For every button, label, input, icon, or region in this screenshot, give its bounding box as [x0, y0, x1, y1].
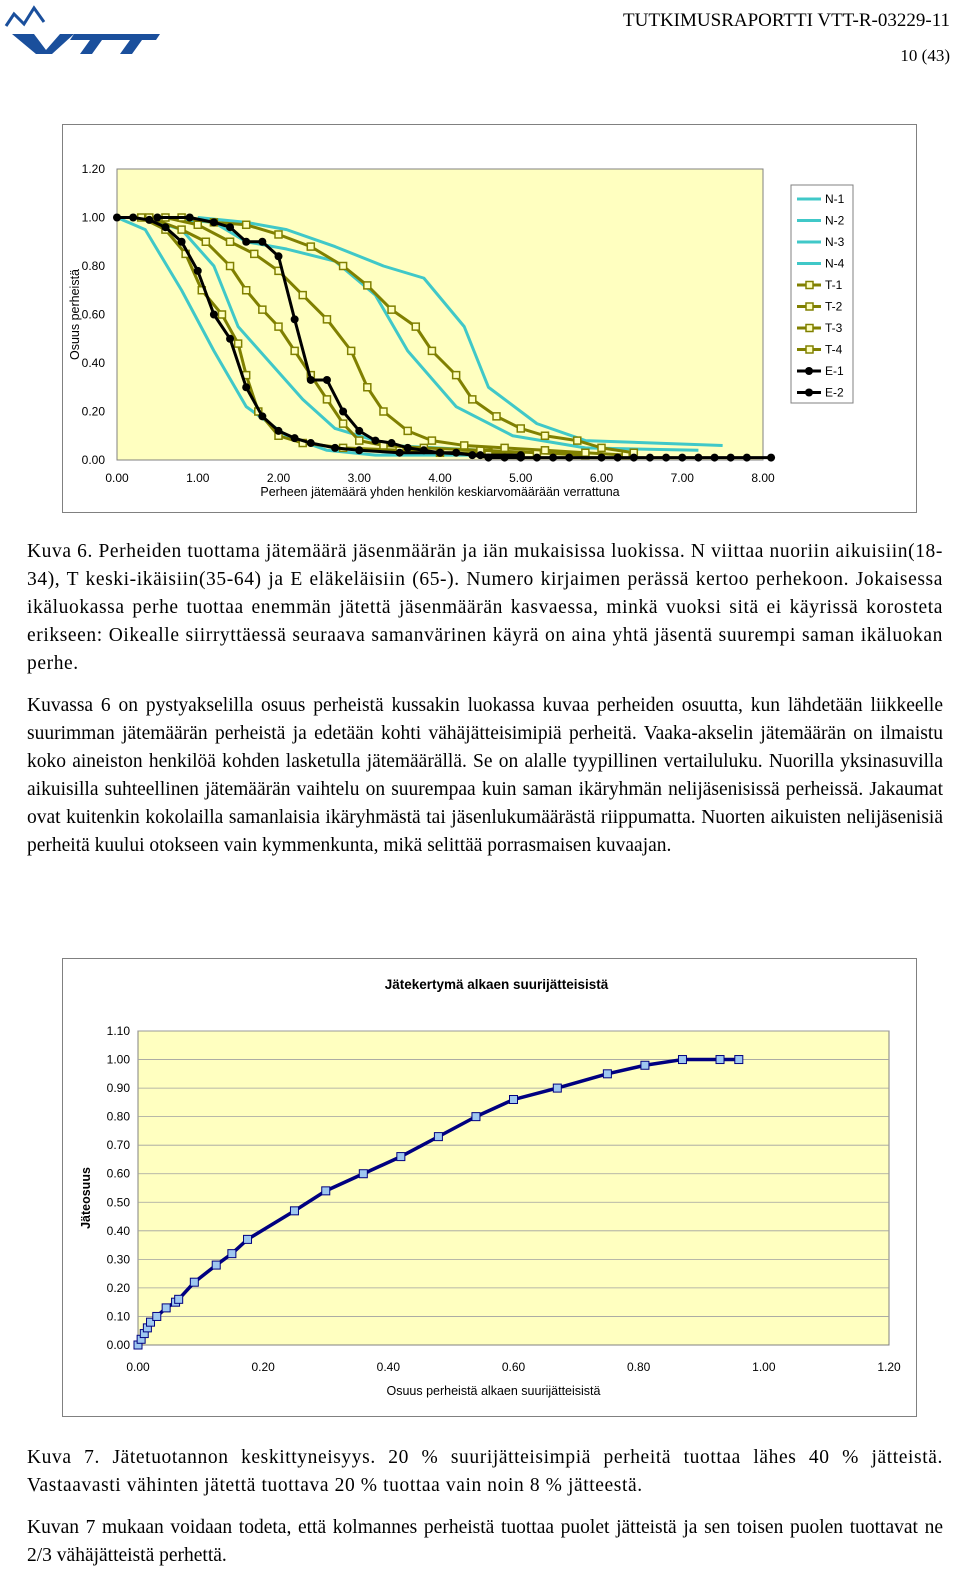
legend-marker-T-4	[806, 346, 813, 353]
data-point	[641, 1061, 649, 1069]
data-point-T-4	[493, 413, 500, 420]
figure-6-chart	[62, 124, 917, 513]
data-point-T-4	[364, 282, 371, 289]
data-point-E-1	[275, 427, 283, 435]
data-point-E-1	[331, 444, 339, 452]
y-tick-label: 0.10	[106, 1309, 130, 1324]
data-point-E-1	[355, 446, 363, 454]
data-point-E-2	[533, 454, 541, 462]
data-point-E-2	[210, 218, 218, 226]
y-tick-label: 0.40	[81, 356, 105, 370]
legend-label: N-4	[825, 256, 845, 271]
data-point-T-2	[323, 396, 330, 403]
data-point-T-3	[541, 447, 548, 454]
data-point-E-1	[242, 383, 250, 391]
data-point	[359, 1170, 367, 1178]
legend-label: N-2	[825, 213, 845, 228]
data-point-E-2	[323, 376, 331, 384]
data-point-E-1	[129, 214, 137, 222]
y-tick-label: 0.60	[81, 307, 105, 322]
data-point-T-1	[218, 311, 225, 318]
data-point	[190, 1278, 198, 1286]
data-point-T-4	[453, 372, 460, 379]
page-number: 10 (43)	[900, 46, 950, 65]
data-point-E-2	[501, 454, 509, 462]
data-point	[510, 1096, 518, 1104]
data-point-T-4	[275, 231, 282, 238]
data-point	[175, 1295, 183, 1303]
y-tick-label: 1.20	[81, 162, 105, 176]
data-point-E-2	[517, 454, 525, 462]
data-point-E-2	[275, 252, 283, 260]
data-point-E-2	[258, 238, 266, 246]
data-point-T-1	[235, 340, 242, 347]
data-point	[212, 1261, 220, 1269]
data-point-E-1	[291, 434, 299, 442]
y-tick-label: 0.50	[106, 1195, 130, 1210]
data-point-E-2	[694, 454, 702, 462]
figure-7-chart	[62, 958, 917, 1417]
y-axis-label: Jäteosuus	[79, 1167, 93, 1229]
data-point-E-1	[113, 214, 121, 222]
data-point-E-1	[396, 449, 404, 457]
data-point-E-2	[468, 451, 476, 459]
data-point	[322, 1187, 330, 1195]
data-point-T-3	[364, 384, 371, 391]
data-point-E-2	[662, 454, 670, 462]
y-tick-label: 1.00	[81, 210, 105, 225]
y-tick-label: 0.70	[106, 1138, 130, 1153]
y-tick-label: 0.20	[81, 404, 105, 419]
x-tick-label: 3.00	[347, 471, 371, 485]
data-point-E-1	[194, 267, 202, 275]
y-tick-label: 0.90	[106, 1081, 130, 1096]
data-point-T-3	[299, 292, 306, 299]
data-point-E-2	[614, 454, 622, 462]
legend-label: N-3	[825, 235, 845, 249]
data-point-T-3	[323, 316, 330, 323]
x-tick-label: 7.00	[670, 471, 694, 485]
x-tick-label: 1.00	[752, 1360, 776, 1374]
data-point-T-2	[291, 347, 298, 354]
data-point-E-2	[678, 454, 686, 462]
legend-marker-E-2	[805, 389, 813, 397]
x-tick-label: 0.20	[251, 1360, 275, 1374]
data-point-E-1	[145, 216, 153, 224]
data-point-T-2	[178, 226, 185, 233]
data-point-E-2	[371, 437, 379, 445]
legend-label: N-1	[825, 192, 845, 206]
data-point-E-2	[226, 223, 234, 231]
y-tick-label: 0.00	[81, 453, 105, 467]
data-point-E-2	[404, 444, 412, 452]
x-tick-label: 0.00	[126, 1360, 150, 1374]
report-id: TUTKIMUSRAPORTTI VTT-R-03229-11	[623, 10, 950, 31]
data-point-T-4	[598, 444, 605, 451]
data-point	[244, 1235, 252, 1243]
data-point-T-3	[428, 437, 435, 444]
data-point-T-3	[380, 408, 387, 415]
data-point	[716, 1056, 724, 1064]
data-point-T-2	[356, 437, 363, 444]
legend-label: T-4	[825, 342, 843, 357]
data-point-E-2	[291, 315, 299, 323]
data-point-T-4	[574, 437, 581, 444]
data-point-T-4	[469, 396, 476, 403]
y-tick-label: 0.00	[106, 1338, 130, 1352]
figure-7-caption: Kuva 7. Jätetuotannon keskittyneisyys. 20 % suurijätteisimpiä perheitä tuottaa lähes 40 % jätteistä. Vastaavasti vähinten jätettä tuottava 20 % tuottaa vain noin 8 % jätteestä.	[27, 1447, 943, 1496]
data-point-E-2	[452, 449, 460, 457]
data-point-T-4	[307, 243, 314, 250]
data-point-E-1	[161, 223, 169, 231]
data-point-E-2	[630, 454, 638, 462]
data-point-E-2	[646, 454, 654, 462]
chart-title: Jätekertymä alkaen suurijätteisistä	[384, 977, 609, 992]
y-tick-label: 0.40	[106, 1223, 130, 1238]
paragraph-1: Kuvassa 6 on pystyakselilla osuus perheistä kussakin luokassa kuvaa perheiden osuutta, kun lähdetään liikkeelle suurimman jätemäärän perheistä ja edetään kohti vähäjätteisimipiä perheitä. Vaaka-akselin jätemäärän on ilmaistu koko aineiston henkilöä kohden lasketulla jätemäärällä. Se on alalle tyypillinen vertailuluku. Nuorilla yksinasuvilla aikuisilla suhteellinen jätemäärän vaihtelu on suurempaa kuin saman ikäryhmän nelijäsenisissä perheissä. Jakaumat ovat kuitenkin kokolailla samanlaisia ikäryhmästä tai jäsenlukumäärästä riippumatta. Nuorten aikuisten nelijäsenisiä perheitä kuului otokseen vain kymmenkunta, mikä selittää porrasmaisen kuvaajan.	[27, 695, 943, 856]
data-point	[472, 1113, 480, 1121]
x-axis-label: Perheen jätemäärä yhden henkilön keskiarvomäärään verrattuna	[260, 485, 620, 499]
data-point-E-2	[153, 214, 161, 222]
data-point	[228, 1250, 236, 1258]
y-tick-label: 0.80	[81, 259, 105, 273]
x-tick-label: 0.00	[105, 471, 129, 485]
x-tick-label: 4.00	[428, 471, 452, 485]
y-tick-label: 1.10	[106, 1024, 130, 1038]
legend-marker-T-1	[806, 282, 813, 289]
data-point	[153, 1312, 161, 1320]
legend-label: E-2	[825, 385, 844, 400]
data-point-E-1	[226, 335, 234, 343]
legend-marker-T-2	[806, 303, 813, 310]
x-tick-label: 8.00	[751, 471, 775, 485]
data-point-E-2	[565, 454, 573, 462]
data-point-E-2	[598, 454, 606, 462]
data-point-T-2	[275, 323, 282, 330]
legend-label: T-3	[825, 321, 843, 335]
data-point-T-4	[517, 425, 524, 432]
x-tick-label: 1.00	[186, 471, 210, 485]
x-tick-label: 2.00	[266, 471, 291, 485]
x-tick-label: 1.20	[877, 1360, 901, 1374]
legend-label: T-2	[825, 299, 843, 314]
data-point-E-1	[307, 439, 315, 447]
data-point-E-2	[420, 446, 428, 454]
data-point-E-2	[307, 376, 315, 384]
data-point	[434, 1133, 442, 1141]
x-tick-label: 0.80	[626, 1360, 651, 1374]
legend-label: T-1	[825, 278, 843, 292]
y-tick-label: 0.30	[106, 1252, 130, 1267]
data-point-E-2	[484, 454, 492, 462]
legend-marker-T-3	[806, 325, 813, 332]
data-point-T-3	[194, 221, 201, 228]
data-point-T-3	[227, 238, 234, 245]
data-point	[397, 1153, 405, 1161]
y-tick-label: 0.60	[106, 1166, 130, 1181]
data-point-E-2	[355, 427, 363, 435]
data-point	[735, 1056, 743, 1064]
data-point	[290, 1207, 298, 1215]
data-point-T-2	[340, 420, 347, 427]
plot-area	[138, 1031, 889, 1345]
vtt-logo	[4, 4, 160, 54]
paragraph-2: Kuvan 7 mukaan voidaan todeta, että kolmannes perheistä tuottaa puolet jätteistä ja sen toisen puolen tuottavat ne 2/3 vähäjätteistä perhettä.	[27, 1517, 943, 1566]
data-point-T-2	[227, 263, 234, 270]
data-point	[162, 1304, 170, 1312]
data-point-T-3	[404, 427, 411, 434]
x-axis-label: Osuus perheistä alkaen suurijätteisistä	[386, 1384, 601, 1398]
data-point-E-2	[711, 454, 719, 462]
x-tick-label: 0.40	[376, 1360, 401, 1374]
data-point-T-3	[501, 444, 508, 451]
data-point-E-2	[743, 454, 751, 462]
data-point-E-1	[258, 412, 266, 420]
x-tick-label: 0.60	[501, 1360, 526, 1374]
data-point-T-3	[348, 347, 355, 354]
data-point-T-3	[461, 442, 468, 449]
data-point-T-3	[582, 449, 589, 456]
y-tick-label: 0.20	[106, 1280, 130, 1295]
y-tick-label: 0.80	[106, 1109, 130, 1124]
data-point-E-2	[436, 449, 444, 457]
data-point-T-4	[243, 221, 250, 228]
figure-7-svg	[63, 959, 916, 1416]
data-point-T-2	[202, 238, 209, 245]
data-point-T-4	[541, 432, 548, 439]
data-point-T-2	[259, 306, 266, 313]
legend-label: E-1	[825, 364, 844, 378]
data-point-E-1	[178, 238, 186, 246]
data-point-E-1	[210, 311, 218, 319]
data-point-E-2	[767, 454, 775, 462]
data-point	[678, 1056, 686, 1064]
data-point	[553, 1084, 561, 1092]
x-tick-label: 6.00	[589, 471, 614, 485]
data-point-E-2	[339, 408, 347, 416]
x-tick-label: 5.00	[509, 471, 533, 485]
data-point-T-4	[388, 306, 395, 313]
data-point-E-2	[727, 454, 735, 462]
data-point-E-2	[388, 439, 396, 447]
data-point-E-2	[549, 454, 557, 462]
y-axis-label: Osuus perheistä	[68, 268, 82, 361]
data-point-T-4	[428, 347, 435, 354]
data-point-T-2	[243, 287, 250, 294]
data-point	[603, 1070, 611, 1078]
data-point-T-4	[412, 323, 419, 330]
figure-6-caption: Kuva 6. Perheiden tuottama jätemäärä jäsenmäärän ja iän mukaisissa luokissa. N viittaa nuoriin aikuisiin(18-34), T keski-ikäisiin(35-64) ja E eläkeläisiin (65-). Numero kirjaimen perässä kertoo perhekoon. Jokaisessa ikäluokassa perhe tuottaa enemmän jätettä jäsenmäärän kasvaessa, minkä vuoksi sitä ei käyrissä korosteta erikseen: Oikealle siirryttäessä seuraava samanvärinen käyrä on aina yhtä jäsentä suurempi saman ikäluokan perhe.	[27, 541, 943, 674]
data-point-E-2	[186, 214, 194, 222]
y-tick-label: 1.00	[106, 1052, 130, 1067]
data-point-T-3	[251, 250, 258, 257]
figure-6-svg	[63, 125, 916, 512]
data-point-E-2	[242, 238, 250, 246]
legend-marker-E-1	[805, 367, 813, 375]
data-point-T-4	[340, 263, 347, 270]
